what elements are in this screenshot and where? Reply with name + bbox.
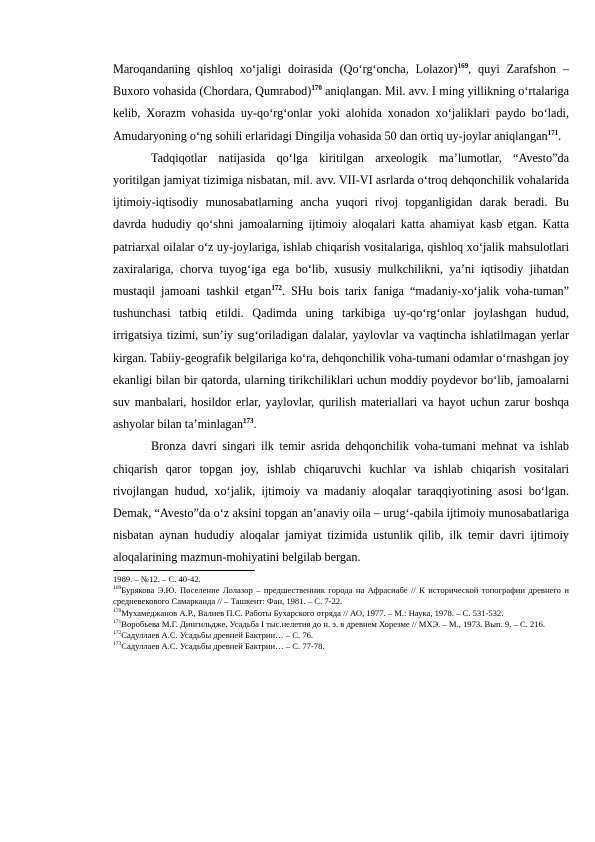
- paragraph-text: aniqlangan. Mil. avv. I ming yillikning o‘rtalariga kelib, Xorazm vohasida uy-qo‘rg‘onlar yoki alohida xonadon xo‘jaliklari paydo bo‘ladi, Amudaryoning o‘ng sohili erlaridagi Dingilja vohasida 50 dan ortiq uy-joylar aniqlangan: [113, 84, 569, 143]
- footnote-ref[interactable]: 172: [271, 283, 282, 292]
- footnote-text: 1989. – №12. – С. 40-42.: [113, 573, 201, 584]
- body-text: [113, 58, 569, 569]
- paragraph: [113, 58, 569, 147]
- paragraph-text: Tadqiqotlar natijasida qo‘lga kiritilgan arxeologik ma’lumotlar, “Avesto”da yoritilgan jamiyat tizimiga nisbatan, mil. avv. VII-VI asrlarda o‘troq dehqonchilik vohalarida ijtimoiy-iqtisodiy munosabatlarning ancha yuqori rivoj topganligidan darak beradi. Bu davrda hududiy qo‘shni jamoalarning ijtimoiy aloqalari katta ahamiyat kasb etgan. Katta patriarxal oilalar o‘z uy-joylariga, ishlab chiqarish vositalariga, qishloq xo‘jalik mahsulotlari zaxiralariga, chorva tuyog‘iga ega bo‘lib, xususiy mulkchilikni, ya’ni iqtisodiy jihatdan mustaqil jamoani tashkil etgan: [113, 150, 569, 299]
- footnote: [113, 585, 569, 608]
- footnote-ref[interactable]: 170: [311, 84, 322, 93]
- footnote: [113, 608, 569, 619]
- footnote-ref[interactable]: 171: [547, 128, 559, 137]
- footnote: [113, 630, 569, 641]
- footnote-text: Садуллаев А.С. Усадьбы древней Бактрии… – С. 77-78.: [121, 641, 325, 652]
- paragraph: [113, 147, 569, 436]
- footnote-ref[interactable]: 173: [242, 417, 254, 426]
- paragraph-text: Maroqandaning qishloq xo‘jaligi doirasida (Qo‘rg‘oncha, Lolazor): [113, 62, 458, 76]
- footnote: [113, 574, 569, 585]
- footnote-number: 171: [113, 619, 122, 625]
- footnote-number: 172: [113, 630, 122, 637]
- paragraph: [113, 435, 569, 568]
- footnote-number: 173: [113, 641, 122, 648]
- paragraph-text: Bronza davri singari ilk temir asrida dehqonchilik voha-tumani mehnat va ishlab chiqarish qaror topgan joy, ishlab chiqaruvchi kuchlar va ishlab chiqarish vositalari rivojlangan hudud, xo‘jalik, ijtimoiy va madaniy aloqalar taraqqiyotining asosi bo‘lgan. Demak, “Avesto”da o‘z aksini topgan an’anaviy oila – urug‘-qabila ijtimoiy munosabatlariga nisbatan aynan hududiy aloqalar jamiyat tizimida ustunlik qilib, ilk temir davri ijtimoiy aloqalarining mazmun-mohiyatini belgilab bergan.: [113, 439, 569, 565]
- footnote-text: Садуллаев А.С. Усадьбы древней Бактрии… – С. 76.: [121, 630, 314, 641]
- footnotes: [113, 574, 569, 653]
- footnote-number: 170: [113, 607, 122, 614]
- paragraph-text: .: [253, 417, 257, 432]
- footnote: [113, 641, 569, 652]
- footnote-text: Мухамеджанов А.Р., Валиев П.С. Работы Бухарского отряда // АО, 1977. – М.: Наука, 1978. – С. 531-532.: [121, 607, 504, 618]
- footnote-number: 169: [113, 585, 122, 592]
- footnote-ref[interactable]: 169: [457, 61, 469, 70]
- footnote-text: Воробьева М.Г. Дингильдже. Усадьба I тыс.нелетия до н. э. в древнем Хорезме // МХЭ. – М., 1973. Вып. 9. – С. 216.: [121, 618, 546, 629]
- paragraph-text: , quyi Zarafshon – Buxoro vohasida (Chordara, Qumrabod): [113, 62, 569, 99]
- paragraph-text: . SHu bois tarix faniga “madaniy-xo‘jalik voha-tuman” tushunchasi tatbiq etildi. Qadimda uning tarkibiga uy-qo‘rg‘onlar joylashgan hudud, irrigatsiya tizimi, sun’iy sug‘oriladigan dalalar, yaylovlar va vaqtincha ishlatilmagan yerlar kirgan. Tabiiy-geografik belgilariga ko‘ra, dehqonchilik voha-tumani odamlar o‘rnashgan joy ekanligi bilan bir qatorda, ularning tirikchiliklari uchun moddiy poydevor bo‘lib, jamoalarni suv manbalari, hosildor erlar, yaylovlar, qurilish materiallari va hayot uchun zarur boshqa ashyolar bilan ta’minlagan: [113, 284, 569, 432]
- paragraph-text: .: [558, 128, 562, 143]
- footnote-separator: [113, 570, 255, 571]
- footnote-text: Бурякова Э.Ю. Поселение Лолазор – предшественник города на Афрасиабе // К исторической топографии древнего и средневекового Самарканда // – Ташкент: Фан, 1981. – С. 7-22.: [113, 584, 569, 607]
- footnote: [113, 619, 569, 630]
